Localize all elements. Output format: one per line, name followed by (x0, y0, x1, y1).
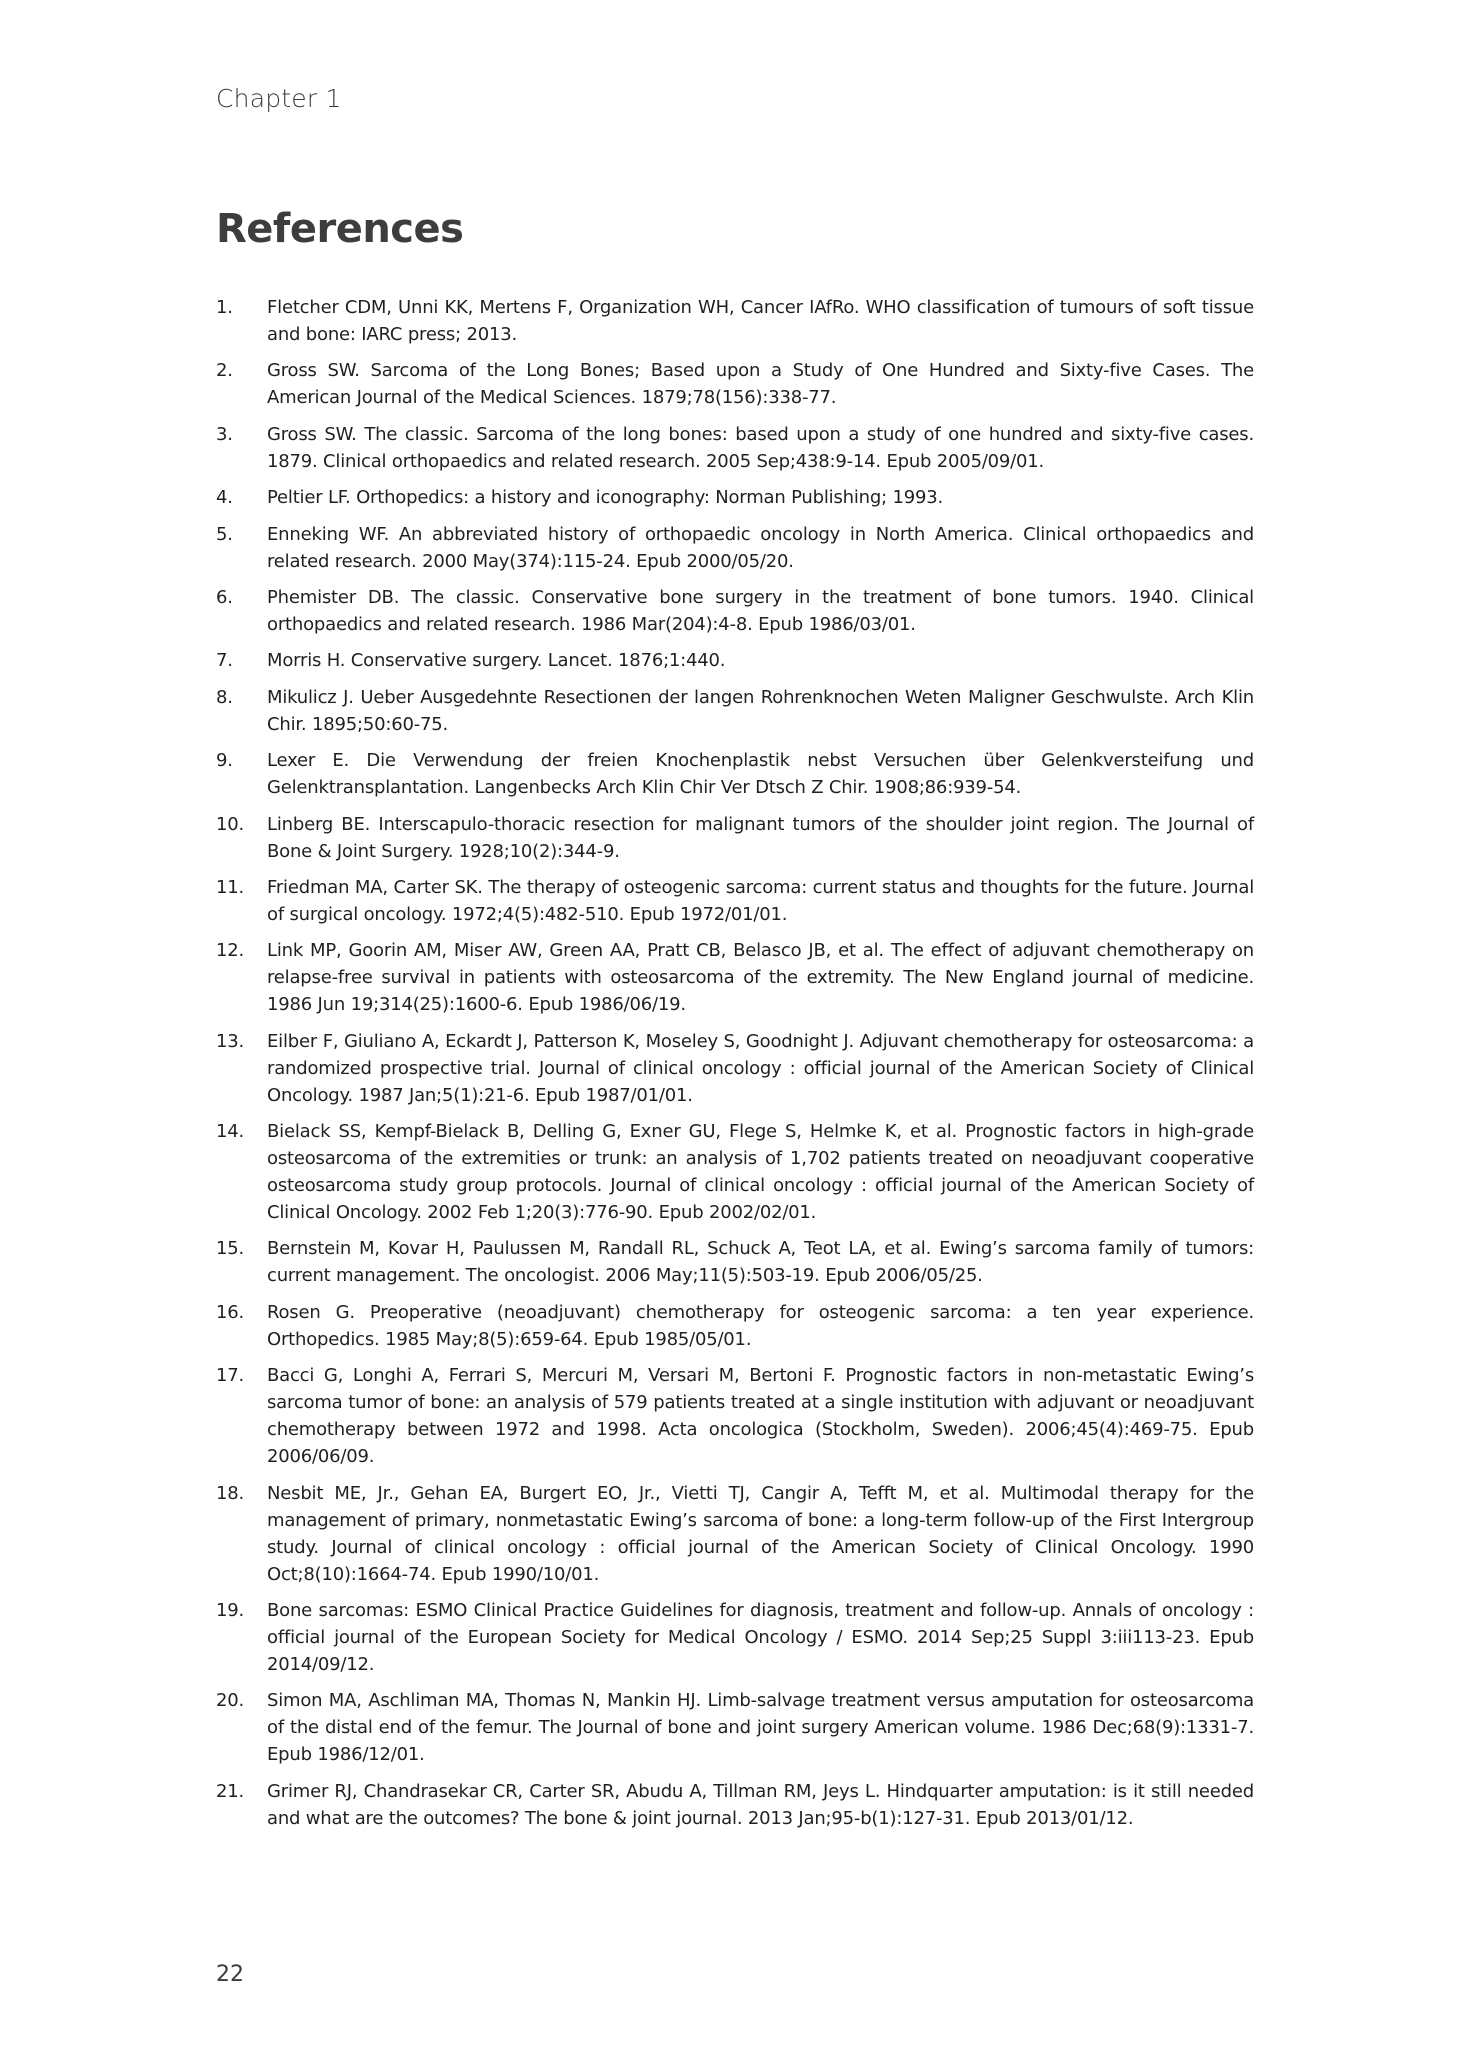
reference-number: 11. (216, 876, 245, 898)
reference-text: Fletcher CDM, Unni KK, Mertens F, Organization WH, Cancer IAfRo. WHO classification of tumours of soft tissue and bone: IARC press; 2013. (267, 297, 1254, 345)
reference-item (216, 1597, 1254, 1678)
reference-text: Bacci G, Longhi A, Ferrari S, Mercuri M, Versari M, Bertoni F. Prognostic factors in non-metastatic Ewing’s sarcoma tumor of bone: an analysis of 579 patients treated at a single institution with adjuvant or neoadjuvant chemotherapy between 1972 and 1998. Acta oncologica (Stockholm, Sweden). 2006;45(4):469-75. Epub 2006/06/09. (267, 1365, 1254, 1468)
reference-item (216, 1778, 1254, 1832)
reference-number: 18. (216, 1482, 245, 1504)
reference-item (216, 684, 1254, 738)
reference-text: Bone sarcomas: ESMO Clinical Practice Guidelines for diagnosis, treatment and follow-up. Annals of oncology : official journal of the European Society for Medical Oncology / ESMO. 2014 Sep;25 Suppl 3:iii113-23. Epub 2014/09/12. (267, 1600, 1254, 1676)
reference-number: 16. (216, 1301, 245, 1323)
reference-text: Morris H. Conservative surgery. Lancet. 1876;1:440. (267, 650, 726, 672)
reference-number: 13. (216, 1030, 245, 1052)
reference-item (216, 811, 1254, 865)
reference-item (216, 584, 1254, 638)
reference-item (216, 874, 1254, 928)
reference-item (216, 484, 1254, 511)
reference-number: 17. (216, 1365, 245, 1387)
reference-number: 1. (216, 297, 233, 318)
reference-number: 19. (216, 1600, 245, 1622)
reference-item (216, 421, 1254, 475)
reference-item (216, 1687, 1254, 1768)
reference-number: 15. (216, 1238, 245, 1260)
reference-number: 12. (216, 940, 245, 962)
reference-number: 5. (216, 523, 233, 545)
reference-number: 4. (216, 487, 233, 509)
reference-item (216, 294, 1254, 348)
reference-number: 2. (216, 360, 233, 382)
reference-item (216, 1299, 1254, 1353)
reference-text: Simon MA, Aschliman MA, Thomas N, Mankin HJ. Limb-salvage treatment versus amputation for osteosarcoma of the distal end of the femur. The Journal of bone and joint surgery American volume. 1986 Dec;68(9):1331-7. Epub 1986/12/01. (267, 1690, 1254, 1766)
reference-item (216, 647, 1254, 674)
reference-text: Nesbit ME, Jr., Gehan EA, Burgert EO, Jr., Vietti TJ, Cangir A, Tefft M, et al. Multimodal therapy for the management of primary, nonmetastatic Ewing’s sarcoma of bone: a long-term follow-up of the First Intergroup study. Journal of clinical oncology : official journal of the American Society of Clinical Oncology. 1990 Oct;8(10):1664-74. Epub 1990/10/01. (267, 1482, 1254, 1585)
reference-text: Enneking WF. An abbreviated history of orthopaedic oncology in North America. Clinical orthopaedics and related research. 2000 May(374):115-24. Epub 2000/05/20. (267, 523, 1254, 572)
reference-number: 8. (216, 686, 233, 708)
reference-text: Grimer RJ, Chandrasekar CR, Carter SR, Abudu A, Tillman RM, Jeys L. Hindquarter amputation: is it still needed and what are the outcomes? The bone & joint journal. 2013 Jan;95-b(1):127-31. Epub 2013/01/12. (267, 1780, 1254, 1829)
running-head: Chapter 1 (216, 84, 342, 113)
reference-text: Gross SW. The classic. Sarcoma of the long bones: based upon a study of one hundred and sixty-five cases. 1879. Clinical orthopaedics and related research. 2005 Sep;438:9-14. Epub 2005/09/01. (267, 423, 1254, 472)
reference-item (216, 1480, 1254, 1588)
reference-text: Phemister DB. The classic. Conservative bone surgery in the treatment of bone tumors. 1940. Clinical orthopaedics and related research. 1986 Mar(204):4-8. Epub 1986/03/01. (267, 586, 1254, 635)
reference-text: Eilber F, Giuliano A, Eckardt J, Patterson K, Moseley S, Goodnight J. Adjuvant chemotherapy for osteosarcoma: a randomized prospective trial. Journal of clinical oncology : official journal of the American Society of Clinical Oncology. 1987 Jan;5(1):21-6. Epub 1987/01/01. (267, 1030, 1254, 1106)
reference-item (216, 357, 1254, 411)
reference-text: Rosen G. Preoperative (neoadjuvant) chemotherapy for osteogenic sarcoma: a ten year experience. Orthopedics. 1985 May;8(5):659-64. Epub 1985/05/01. (267, 1301, 1254, 1350)
reference-text: Lexer E. Die Verwendung der freien Knochenplastik nebst Versuchen über Gelenkversteifung und Gelenktransplantation. Langenbecks Arch Klin Chir Ver Dtsch Z Chir. 1908;86:939-54. (267, 750, 1254, 799)
reference-number: 21. (216, 1780, 245, 1802)
reference-number: 7. (216, 650, 233, 672)
reference-text: Linberg BE. Interscapulo-thoracic resection for malignant tumors of the shoulder joint region. The Journal of Bone & Joint Surgery. 1928;10(2):344-9. (267, 813, 1254, 862)
reference-number: 6. (216, 586, 233, 608)
reference-text: Link MP, Goorin AM, Miser AW, Green AA, Pratt CB, Belasco JB, et al. The effect of adjuvant chemotherapy on relapse-free survival in patients with osteosarcoma of the extremity. The New England journal of medicine. 1986 Jun 19;314(25):1600-6. Epub 1986/06/19. (267, 940, 1254, 1016)
reference-list (216, 294, 1254, 1841)
reference-item (216, 1118, 1254, 1226)
reference-item (216, 1362, 1254, 1470)
reference-number: 3. (216, 423, 233, 445)
reference-item (216, 1235, 1254, 1289)
reference-text: Peltier LF. Orthopedics: a history and iconography: Norman Publishing; 1993. (267, 487, 943, 509)
reference-text: Mikulicz J. Ueber Ausgedehnte Resectionen der langen Rohrenknochen Weten Maligner Geschwulste. Arch Klin Chir. 1895;50:60-75. (267, 686, 1254, 735)
page-number: 22 (216, 1962, 244, 1987)
reference-item (216, 937, 1254, 1018)
reference-number: 14. (216, 1121, 245, 1143)
reference-text: Gross SW. Sarcoma of the Long Bones; Based upon a Study of One Hundred and Sixty-five Cases. The American Journal of the Medical Sciences. 1879;78(156):338-77. (267, 360, 1254, 409)
reference-item (216, 1028, 1254, 1109)
reference-number: 9. (216, 750, 233, 772)
page-title: References (216, 206, 464, 252)
reference-item (216, 747, 1254, 801)
reference-number: 20. (216, 1690, 245, 1712)
reference-item (216, 521, 1254, 575)
reference-number: 10. (216, 813, 245, 835)
reference-text: Friedman MA, Carter SK. The therapy of osteogenic sarcoma: current status and thoughts for the future. Journal of surgical oncology. 1972;4(5):482-510. Epub 1972/01/01. (267, 876, 1254, 925)
reference-text: Bielack SS, Kempf-Bielack B, Delling G, Exner GU, Flege S, Helmke K, et al. Prognostic factors in high-grade osteosarcoma of the extremities or trunk: an analysis of 1,702 patients treated on neoadjuvant cooperative osteosarcoma study group protocols. Journal of clinical oncology : official journal of the American Society of Clinical Oncology. 2002 Feb 1;20(3):776-90. Epub 2002/02/01. (267, 1121, 1254, 1224)
reference-text: Bernstein M, Kovar H, Paulussen M, Randall RL, Schuck A, Teot LA, et al. Ewing’s sarcoma family of tumors: current management. The oncologist. 2006 May;11(5):503-19. Epub 2006/05/25. (267, 1238, 1254, 1287)
